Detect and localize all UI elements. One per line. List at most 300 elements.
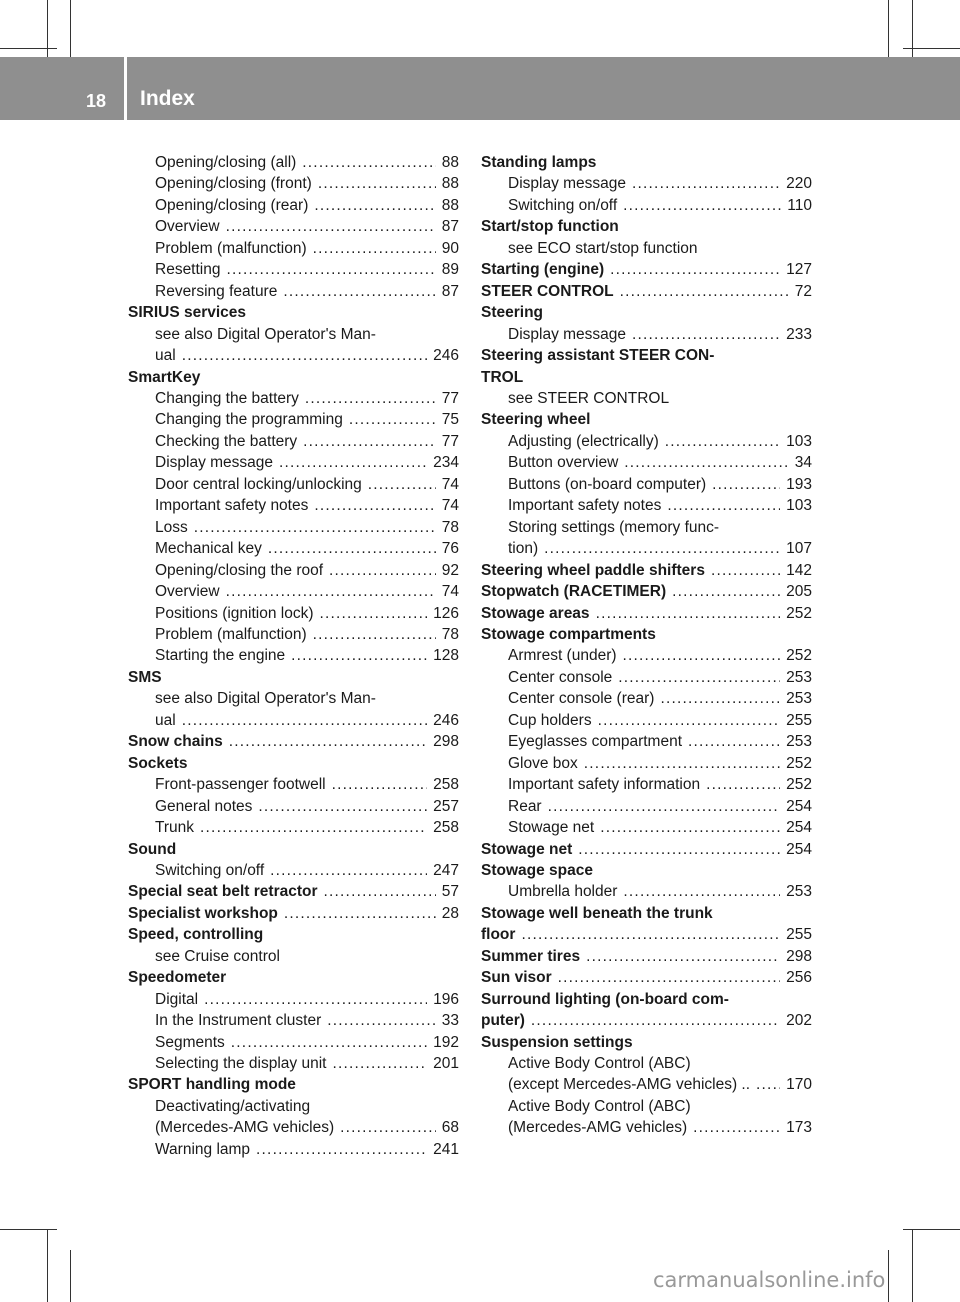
dot-leader	[693, 1117, 780, 1138]
index-subentry	[128, 1032, 459, 1053]
page-reference: 87	[441, 218, 459, 236]
page-reference: 298	[786, 947, 812, 965]
entry-label: Deactivating/activating	[155, 1097, 311, 1115]
index-entry	[128, 839, 459, 860]
header-separator	[124, 57, 127, 120]
entry-label: Buttons (on-board computer)	[508, 475, 707, 493]
entry-label: Changing the battery	[155, 389, 299, 407]
entry-label: Button overview	[508, 454, 619, 472]
page-reference: 33	[441, 1012, 459, 1030]
page-reference: 193	[786, 475, 812, 493]
entry-label: floor	[481, 926, 516, 944]
index-entry	[128, 924, 459, 945]
dot-leader	[283, 281, 435, 302]
page-reference: 205	[786, 583, 812, 601]
entry-label: Warning lamp	[155, 1140, 251, 1158]
entry-label: Eyeglasses compartment	[508, 733, 683, 751]
page-reference: 256	[786, 969, 812, 987]
entry-label: Starting the engine	[155, 647, 286, 665]
entry-label: see also Digital Operator's Man-	[155, 690, 376, 708]
page-reference: 220	[786, 175, 812, 193]
index-subentry	[481, 1074, 812, 1095]
crop-mark	[0, 1229, 57, 1230]
page-reference: 88	[441, 196, 459, 214]
index-entry	[481, 989, 812, 1010]
dot-leader	[688, 731, 780, 752]
entry-label: see Cruise control	[155, 947, 280, 965]
crop-mark	[70, 0, 71, 57]
entry-label: Opening/closing (front)	[155, 175, 312, 193]
dot-leader	[182, 345, 427, 366]
index-entry	[128, 881, 459, 902]
dot-leader	[256, 1139, 427, 1160]
page-reference: 74	[441, 475, 459, 493]
index-subentry	[128, 474, 459, 495]
index-entry	[481, 860, 812, 881]
page-reference: 72	[794, 282, 812, 300]
page-reference: 90	[441, 239, 459, 257]
page-reference: 254	[786, 797, 812, 815]
index-subentry	[128, 645, 459, 666]
dot-leader	[368, 474, 436, 495]
entry-label: Important safety notes	[508, 497, 662, 515]
index-subentry	[128, 1096, 459, 1117]
page-reference: 75	[441, 411, 459, 429]
index-entry	[481, 302, 812, 323]
index-subentry	[128, 538, 459, 559]
index-entry	[481, 259, 812, 280]
page-reference: 128	[433, 647, 459, 665]
entry-label: Active Body Control (ABC)	[508, 1097, 691, 1115]
page-reference: 87	[441, 282, 459, 300]
entry-label: Reversing feature	[155, 282, 278, 300]
dot-leader	[586, 946, 780, 967]
dot-leader	[194, 517, 436, 538]
dot-leader	[314, 195, 435, 216]
dot-leader	[313, 624, 436, 645]
index-subentry	[128, 281, 459, 302]
dot-leader	[318, 173, 436, 194]
page-reference: 74	[441, 497, 459, 515]
page-reference: 196	[433, 990, 459, 1008]
entry-label: Loss	[155, 518, 188, 536]
index-subentry	[128, 603, 459, 624]
entry-label: Center console (rear)	[508, 690, 655, 708]
index-subentry	[481, 731, 812, 752]
page-reference: 202	[786, 1012, 812, 1030]
index-entry	[128, 753, 459, 774]
index-entry	[481, 1010, 812, 1031]
index-subentry	[481, 538, 812, 559]
index-subentry	[128, 216, 459, 237]
page-reference: 252	[786, 754, 812, 772]
index-subentry	[128, 152, 459, 173]
index-subentry	[128, 324, 459, 345]
entry-label: Segments	[155, 1033, 225, 1051]
entry-label: Adjusting (electrically)	[508, 432, 659, 450]
entry-label: Important safety information	[508, 776, 701, 794]
entry-label: Checking the battery	[155, 432, 298, 450]
dot-leader	[332, 774, 428, 795]
page-reference: 201	[433, 1055, 459, 1073]
entry-label: Start/stop function	[481, 218, 619, 236]
index-entry	[481, 924, 812, 945]
dot-leader	[596, 603, 781, 624]
page-reference: 298	[433, 733, 459, 751]
dot-leader	[340, 1117, 436, 1138]
entry-label: Selecting the display unit	[155, 1055, 327, 1073]
page-reference: 88	[441, 154, 459, 171]
index-subentry	[128, 1010, 459, 1031]
entry-label: Center console	[508, 668, 613, 686]
index-subentry	[128, 1139, 459, 1160]
index-entry	[481, 152, 812, 173]
page-reference: 28	[441, 904, 459, 922]
entry-label: Important safety notes	[155, 497, 309, 515]
dot-leader	[182, 710, 427, 731]
entry-label: Opening/closing (rear)	[155, 196, 309, 214]
dot-leader	[600, 817, 780, 838]
entry-label: In the Instrument cluster	[155, 1012, 322, 1030]
dot-leader	[584, 753, 780, 774]
dot-leader	[672, 581, 780, 602]
index-entry	[481, 967, 812, 988]
dot-leader	[531, 1010, 780, 1031]
dot-leader	[598, 710, 781, 731]
entry-label: Rear	[508, 797, 542, 815]
index-subentry	[481, 817, 812, 838]
page-reference: 127	[786, 261, 812, 279]
dot-leader	[667, 495, 780, 516]
crop-mark	[888, 0, 889, 57]
entry-label: Starting (engine)	[481, 261, 605, 279]
page-reference: 252	[786, 776, 812, 794]
page-reference: 234	[433, 454, 459, 472]
index-subentry	[481, 474, 812, 495]
index-subentry	[481, 881, 812, 902]
page-reference: 103	[786, 432, 812, 450]
entry-label: Problem (malfunction)	[155, 625, 307, 643]
index-subentry	[481, 753, 812, 774]
index-entry	[128, 302, 459, 323]
dot-leader	[578, 839, 780, 860]
entry-label: Umbrella holder	[508, 883, 618, 901]
dot-leader	[314, 495, 435, 516]
dot-leader	[632, 173, 780, 194]
index-entry	[481, 946, 812, 967]
page-reference: 254	[786, 819, 812, 837]
index-subentry	[128, 173, 459, 194]
page-reference: 254	[786, 840, 812, 858]
entry-label: Sound	[128, 840, 177, 858]
page-reference: 192	[433, 1033, 459, 1051]
page-reference: 253	[786, 883, 812, 901]
index-entry	[481, 560, 812, 581]
dot-leader	[544, 538, 780, 559]
entry-label: Stopwatch (RACETIMER)	[481, 583, 667, 601]
index-entry	[481, 216, 812, 237]
entry-label: puter)	[481, 1012, 525, 1030]
entry-label: Problem (malfunction)	[155, 239, 307, 257]
index-subentry	[128, 238, 459, 259]
page-reference: 255	[786, 711, 812, 729]
page-reference: 253	[786, 668, 812, 686]
dot-leader	[226, 581, 436, 602]
entry-label: (Mercedes-AMG vehicles)	[155, 1119, 335, 1137]
entry-label: see STEER CONTROL	[508, 389, 670, 407]
index-subentry	[481, 710, 812, 731]
index-subentry	[128, 796, 459, 817]
page-reference: 89	[441, 261, 459, 279]
index-entry	[481, 367, 812, 388]
entry-label: tion)	[508, 540, 539, 558]
index-subentry	[128, 517, 459, 538]
page-reference: 77	[441, 389, 459, 407]
index-subentry	[128, 1053, 459, 1074]
entry-label: Opening/closing the roof	[155, 561, 324, 579]
entry-label: Display message	[508, 325, 627, 343]
index-entry	[128, 1074, 459, 1095]
page-reference: 57	[441, 883, 459, 901]
page-reference: 247	[433, 861, 459, 879]
index-subentry	[128, 452, 459, 473]
page-reference: 253	[786, 690, 812, 708]
entry-label: Speed, controlling	[128, 926, 264, 944]
entry-label: Opening/closing (all)	[155, 154, 297, 171]
dot-leader	[711, 560, 780, 581]
entry-label: Specialist workshop	[128, 904, 278, 922]
page-reference: 107	[786, 540, 812, 558]
dot-leader	[320, 603, 428, 624]
entry-label: Active Body Control (ABC)	[508, 1055, 691, 1073]
dot-leader	[204, 989, 427, 1010]
crop-mark	[70, 1250, 71, 1302]
index-subentry	[128, 710, 459, 731]
entry-label: Stowage well beneath the trunk	[481, 904, 713, 922]
page-reference: 78	[441, 518, 459, 536]
dot-leader	[756, 1074, 780, 1095]
dot-leader	[558, 967, 780, 988]
index-subentry	[481, 774, 812, 795]
entry-label: SmartKey	[128, 368, 201, 386]
index-column-left	[128, 152, 459, 1160]
index-entry	[481, 903, 812, 924]
dot-leader	[623, 195, 781, 216]
dot-leader	[712, 474, 780, 495]
page-reference: 246	[433, 347, 459, 365]
index-subentry	[128, 1117, 459, 1138]
entry-label: Stowage space	[481, 861, 593, 879]
index-subentry	[128, 495, 459, 516]
index-subentry	[128, 345, 459, 366]
index-subentry	[128, 259, 459, 280]
index-subentry	[481, 1117, 812, 1138]
page-reference: 170	[786, 1076, 812, 1094]
entry-label: Speedometer	[128, 969, 227, 987]
crop-mark	[912, 1229, 913, 1302]
page-reference: 142	[786, 561, 812, 579]
dot-leader	[521, 924, 780, 945]
entry-label: Stowage net	[508, 819, 595, 837]
entry-label: Cup holders	[508, 711, 592, 729]
entry-label: (Mercedes-AMG vehicles)	[508, 1119, 688, 1137]
index-subentry	[128, 860, 459, 881]
dot-leader	[305, 388, 436, 409]
dot-leader	[665, 431, 780, 452]
entry-label: see ECO start/stop function	[508, 239, 698, 257]
index-subentry	[481, 1096, 812, 1117]
entry-label: SMS	[128, 668, 162, 686]
index-entry	[128, 667, 459, 688]
entry-label: Stowage compartments	[481, 625, 656, 643]
page-reference: 255	[786, 926, 812, 944]
section-title: Index	[140, 87, 195, 110]
page-reference: 258	[433, 776, 459, 794]
index-subentry	[481, 238, 812, 259]
entry-label: Snow chains	[128, 733, 223, 751]
dot-leader	[618, 667, 780, 688]
crop-mark	[888, 1250, 889, 1302]
page-number: 18	[86, 91, 107, 111]
page-reference: 233	[786, 325, 812, 343]
entry-label: Stowage net	[481, 840, 573, 858]
index-entry	[481, 281, 812, 302]
index-subentry	[128, 774, 459, 795]
dot-leader	[548, 796, 781, 817]
dot-leader	[270, 860, 427, 881]
index-subentry	[481, 1053, 812, 1074]
entry-label: Steering wheel	[481, 411, 591, 429]
entry-label: Display message	[155, 454, 274, 472]
entry-label: Switching on/off	[508, 196, 618, 214]
index-entry	[481, 839, 812, 860]
dot-leader	[303, 431, 436, 452]
dot-leader	[258, 796, 427, 817]
page-reference: 173	[786, 1119, 812, 1137]
entry-label: Changing the programming	[155, 411, 343, 429]
index-entry	[128, 903, 459, 924]
dot-leader	[327, 1010, 435, 1031]
dot-leader	[349, 409, 436, 430]
page-reference: 68	[441, 1119, 459, 1137]
page-reference: 78	[441, 625, 459, 643]
dot-leader	[291, 645, 427, 666]
entry-label: Trunk	[155, 819, 195, 837]
index-entry	[481, 1032, 812, 1053]
dot-leader	[610, 259, 780, 280]
index-subentry	[128, 431, 459, 452]
index-subentry	[481, 645, 812, 666]
entry-label: TROL	[481, 368, 524, 386]
entry-label: Sockets	[128, 754, 188, 772]
entry-label: Switching on/off	[155, 861, 265, 879]
entry-label: Display message	[508, 175, 627, 193]
entry-label: Mechanical key	[155, 540, 262, 558]
entry-label: Armrest (under)	[508, 647, 617, 665]
index-subentry	[481, 517, 812, 538]
page-reference: 77	[441, 432, 459, 450]
page-reference: 103	[786, 497, 812, 515]
page-reference: 253	[786, 733, 812, 751]
entry-label: Digital	[155, 990, 199, 1008]
page-reference: 241	[433, 1140, 459, 1158]
entry-label: Special seat belt retractor	[128, 883, 318, 901]
crop-mark	[912, 0, 913, 57]
index-entry	[481, 345, 812, 366]
page-reference: 74	[441, 583, 459, 601]
entry-label: STEER CONTROL	[481, 282, 614, 300]
dot-leader	[268, 538, 436, 559]
entry-label: ual	[155, 347, 176, 365]
index-subentry	[481, 796, 812, 817]
dot-leader	[660, 688, 780, 709]
entry-label: Door central locking/unlocking	[155, 475, 362, 493]
index-subentry	[481, 688, 812, 709]
index-subentry	[481, 495, 812, 516]
index-entry	[128, 967, 459, 988]
index-subentry	[128, 388, 459, 409]
index-subentry	[481, 431, 812, 452]
index-column-right	[481, 152, 812, 1139]
entry-label: Steering wheel paddle shifters	[481, 561, 705, 579]
index-entry	[481, 409, 812, 430]
entry-label: Stowage areas	[481, 604, 590, 622]
crop-mark	[0, 48, 57, 49]
dot-leader	[632, 324, 780, 345]
index-subentry	[128, 409, 459, 430]
entry-label: Sun visor	[481, 969, 552, 987]
index-subentry	[481, 324, 812, 345]
index-subentry	[128, 946, 459, 967]
dot-leader	[279, 452, 427, 473]
entry-label: Overview	[155, 218, 220, 236]
entry-label: Suspension settings	[481, 1033, 633, 1051]
index-subentry	[481, 452, 812, 473]
dot-leader	[623, 645, 781, 666]
entry-label: Resetting	[155, 261, 221, 279]
dot-leader	[226, 259, 435, 280]
entry-label: Front-passenger footwell	[155, 776, 326, 794]
page-reference: 258	[433, 819, 459, 837]
index-subentry	[481, 388, 812, 409]
dot-leader	[200, 817, 427, 838]
page-reference: 126	[433, 604, 459, 622]
index-subentry	[128, 560, 459, 581]
index-entry	[128, 367, 459, 388]
dot-leader	[302, 152, 435, 173]
index-subentry	[481, 173, 812, 194]
page-reference: 34	[794, 454, 812, 472]
entry-label: Summer tires	[481, 947, 581, 965]
page-reference: 92	[441, 561, 459, 579]
watermark: carmanualsonline.info	[653, 1268, 886, 1292]
entry-label: General notes	[155, 797, 253, 815]
index-entry	[481, 581, 812, 602]
dot-leader	[226, 216, 436, 237]
entry-label: ual	[155, 711, 176, 729]
dot-leader	[324, 881, 436, 902]
index-entry	[481, 624, 812, 645]
page-reference: 252	[786, 647, 812, 665]
entry-label: Surround lighting (on-board com-	[481, 990, 729, 1008]
page-reference: 257	[433, 797, 459, 815]
index-entry	[481, 603, 812, 624]
dot-leader	[313, 238, 436, 259]
entry-label: Steering assistant STEER CON-	[481, 347, 715, 365]
entry-label: Steering	[481, 304, 544, 322]
entry-label: Positions (ignition lock)	[155, 604, 314, 622]
index-subentry	[128, 989, 459, 1010]
